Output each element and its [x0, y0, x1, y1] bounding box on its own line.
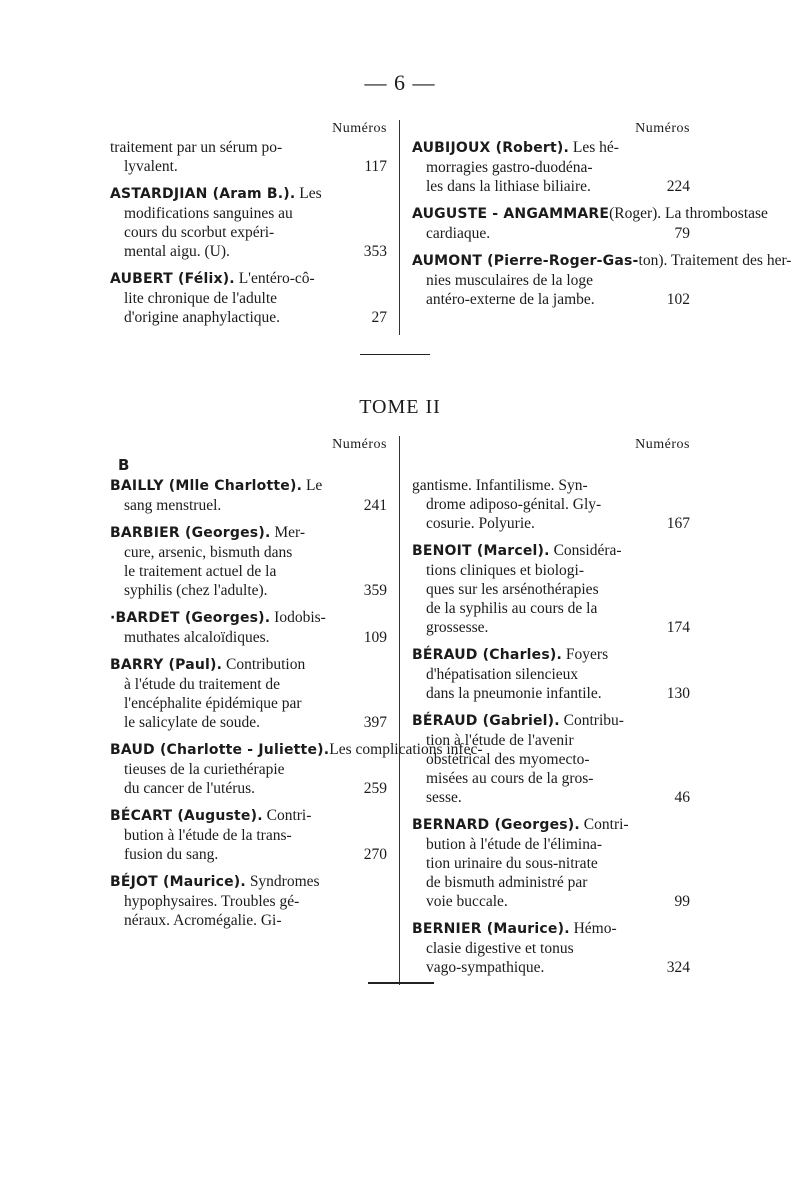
thesis-number — [684, 854, 690, 873]
end-rule — [368, 982, 434, 984]
entry-text: Contri- — [579, 816, 629, 833]
thesis-number — [684, 561, 690, 580]
thesis-number — [381, 911, 387, 930]
index-entry — [412, 815, 690, 911]
thesis-number: 130 — [666, 685, 690, 702]
entry-text: Iodobis- — [270, 609, 326, 626]
thesis-number: 79 — [674, 225, 690, 242]
entry-line — [110, 496, 387, 515]
entry-line — [412, 645, 690, 665]
entry-text: l'encéphalite épidémique par — [124, 695, 302, 712]
entry-line — [110, 242, 387, 261]
entry-line — [412, 750, 690, 769]
thesis-number — [381, 476, 387, 496]
entry-line — [412, 815, 690, 835]
author-name: ASTARDJIAN (Aram B.). — [110, 186, 296, 202]
entry-line — [412, 599, 690, 618]
thesis-number: 359 — [363, 582, 387, 599]
entry-text: misées au cours de la gros- — [426, 770, 594, 787]
index-entry — [110, 476, 387, 515]
index-entry — [412, 476, 690, 533]
entry-line — [110, 760, 387, 779]
entry-text: gantisme. Infantilisme. Syn- — [412, 477, 588, 494]
thesis-number — [684, 939, 690, 958]
thesis-number — [381, 892, 387, 911]
entry-text: L'entéro-cô- — [234, 270, 315, 287]
entry-line — [412, 939, 690, 958]
thesis-number — [381, 675, 387, 694]
entry-text: de la syphilis au cours de la — [426, 600, 598, 617]
entry-text: dans la pneumonie infantile. — [426, 685, 602, 702]
numeros-label: Numéros — [635, 437, 690, 452]
entry-text: Hémo- — [569, 920, 617, 937]
entry-line — [110, 740, 483, 760]
entry-line — [412, 204, 768, 224]
entry-line — [110, 562, 387, 581]
thesis-number — [381, 826, 387, 845]
index-section-tome-2 — [110, 436, 690, 985]
entry-text: traitement par un sérum po- — [110, 139, 283, 156]
entry-line — [412, 788, 690, 807]
entry-text: syphilis (chez l'adulte). — [124, 582, 268, 599]
thesis-number — [684, 158, 690, 177]
entry-text: drome adiposo-génital. Gly- — [426, 496, 602, 513]
thesis-number: 259 — [363, 780, 387, 797]
entry-line — [110, 713, 387, 732]
thesis-number — [684, 769, 690, 788]
entry-line — [110, 581, 387, 600]
index-entry — [110, 608, 387, 647]
entry-line — [110, 806, 387, 826]
thesis-number — [684, 665, 690, 684]
entry-text: Contri- — [262, 807, 312, 824]
author-name: BAUD (Charlotte - Juliette). — [110, 742, 330, 758]
entry-line — [110, 628, 387, 647]
author-name: AUBIJOUX (Robert). — [412, 140, 570, 156]
entry-line — [412, 711, 690, 731]
thesis-number — [684, 138, 690, 158]
numeros-label: Numéros — [332, 121, 387, 136]
entry-line — [110, 308, 387, 327]
index-entry — [412, 711, 690, 807]
thesis-number — [381, 806, 387, 826]
thesis-number — [381, 872, 387, 892]
entry-text: cosurie. Polyurie. — [426, 515, 535, 532]
thesis-number: 224 — [666, 178, 690, 195]
author-name: BÉRAUD (Gabriel). — [412, 713, 560, 729]
index-entry — [412, 138, 690, 196]
index-entry — [412, 919, 690, 977]
thesis-number — [684, 815, 690, 835]
entry-text: voie buccale. — [426, 893, 508, 910]
thesis-number — [684, 750, 690, 769]
entry-line — [412, 684, 690, 703]
entry-text: bution à l'étude de l'élimina- — [426, 836, 603, 853]
entry-line — [412, 873, 690, 892]
entry-text: obstétrical des myomecto- — [426, 751, 590, 768]
author-name: BERNIER (Maurice). — [412, 921, 570, 937]
entry-line — [412, 892, 690, 911]
index-column-left — [110, 120, 400, 335]
entry-line — [110, 204, 387, 223]
entry-text: Les hé- — [569, 139, 619, 156]
thesis-number — [684, 873, 690, 892]
author-name: BARBIER (Georges). — [110, 525, 271, 541]
thesis-number — [381, 223, 387, 242]
page-number: — 6 — — [364, 70, 436, 95]
entry-text: Syndromes — [245, 873, 320, 890]
entry-text: tieuses de la curiethérapie — [124, 761, 285, 778]
entry-line — [412, 290, 690, 309]
entry-text: cure, arsenic, bismuth dans — [124, 544, 293, 561]
index-entry — [412, 645, 690, 703]
entry-line — [110, 523, 387, 543]
entry-text: Considéra- — [549, 542, 622, 559]
thesis-number: 174 — [666, 619, 690, 636]
entry-line — [412, 854, 690, 873]
entry-text: ques sur les arsénothérapies — [426, 581, 599, 598]
thesis-number: 102 — [666, 291, 690, 308]
thesis-number: 46 — [674, 789, 690, 806]
author-name: BERNARD (Georges). — [412, 817, 580, 833]
entry-text: lyvalent. — [124, 158, 178, 175]
entry-line — [412, 251, 792, 271]
index-entry — [412, 204, 768, 243]
entry-text: (Roger). La thrombostase — [609, 205, 768, 222]
thesis-number — [381, 655, 387, 675]
entry-text: mental aigu. (U). — [124, 243, 230, 260]
thesis-number — [381, 289, 387, 308]
entry-text: morragies gastro-duodéna- — [426, 159, 593, 176]
thesis-number: 99 — [674, 893, 690, 910]
author-name: BÉRAUD (Charles). — [412, 647, 563, 663]
thesis-number — [381, 523, 387, 543]
entry-text: fusion du sang. — [124, 846, 219, 863]
thesis-number — [684, 645, 690, 665]
thesis-number: 117 — [364, 158, 387, 175]
entry-text: d'hépatisation silencieux — [426, 666, 579, 683]
entry-line — [110, 675, 387, 694]
entry-text: hypophysaires. Troubles gé- — [124, 893, 300, 910]
author-name: BARRY (Paul). — [110, 657, 223, 673]
entry-text: le salicylate de soude. — [124, 714, 261, 731]
entry-line — [412, 580, 690, 599]
entry-line — [110, 845, 387, 864]
entry-text: sesse. — [426, 789, 462, 806]
author-name: AUGUSTE - ANGAMMARE — [412, 206, 610, 222]
entry-line — [110, 826, 387, 845]
entry-line — [412, 514, 690, 533]
entry-line — [110, 269, 387, 289]
entry-line — [110, 655, 387, 675]
index-entry — [110, 138, 387, 176]
entry-line — [412, 769, 690, 788]
thesis-number — [684, 541, 690, 561]
thesis-number: 397 — [363, 714, 387, 731]
entry-text: le traitement actuel de la — [124, 563, 277, 580]
entry-text: modifications sanguines au — [124, 205, 293, 222]
entry-text: Les complications infec- — [329, 741, 483, 758]
entry-text: de bismuth administré par — [426, 874, 588, 891]
index-column-right — [400, 436, 690, 985]
thesis-number — [684, 495, 690, 514]
entry-line — [110, 694, 387, 713]
entry-text: grossesse. — [426, 619, 489, 636]
author-name: BÉJOT (Maurice). — [110, 874, 246, 890]
entry-line — [412, 476, 690, 495]
thesis-number — [684, 476, 690, 495]
thesis-number — [684, 599, 690, 618]
numeros-label: Numéros — [332, 437, 387, 452]
entry-text: cours du scorbut expéri- — [124, 224, 275, 241]
entry-line — [412, 958, 690, 977]
thesis-number — [381, 184, 387, 204]
entry-line — [412, 158, 690, 177]
entry-text: lite chronique de l'adulte — [124, 290, 278, 307]
thesis-number — [684, 711, 690, 731]
entry-text: Les — [295, 185, 322, 202]
index-entry — [110, 655, 387, 732]
index-entry — [110, 184, 387, 261]
index-entry — [412, 251, 792, 309]
thesis-number — [381, 543, 387, 562]
entry-line — [110, 476, 387, 496]
thesis-number: 167 — [666, 515, 690, 532]
entry-text: tion à l'étude de l'avenir — [426, 732, 574, 749]
entry-text: nies musculaires de la loge — [426, 272, 594, 289]
entry-text: Contribution — [222, 656, 306, 673]
entry-line — [412, 495, 690, 514]
entry-text: tion urinaire du sous-nitrate — [426, 855, 598, 872]
index-entry — [412, 541, 690, 637]
entry-text: antéro-externe de la jambe. — [426, 291, 595, 308]
thesis-number — [381, 269, 387, 289]
entry-line — [412, 835, 690, 854]
index-column-right — [400, 120, 792, 335]
index-entry — [110, 872, 387, 930]
entry-line — [110, 543, 387, 562]
tome-title: TOME II — [359, 396, 441, 418]
entry-line — [110, 892, 387, 911]
thesis-number — [791, 251, 797, 271]
entry-text: d'origine anaphylactique. — [124, 309, 281, 326]
thesis-number: 241 — [363, 497, 387, 514]
index-entry — [110, 523, 387, 600]
entry-text: sang menstruel. — [124, 497, 222, 514]
entry-text: vago-sympathique. — [426, 959, 545, 976]
entry-line — [110, 608, 387, 628]
entry-line — [412, 561, 690, 580]
entry-line — [110, 779, 387, 798]
index-entry — [110, 806, 387, 864]
section-divider — [360, 354, 430, 355]
entry-line — [110, 138, 387, 157]
entry-text: néraux. Acromégalie. Gi- — [124, 912, 282, 929]
entry-text: tions cliniques et biologi- — [426, 562, 584, 579]
entry-text: Le — [302, 477, 323, 494]
thesis-number — [381, 694, 387, 713]
entry-text: bution à l'étude de la trans- — [124, 827, 292, 844]
entry-line — [412, 731, 690, 750]
thesis-number — [381, 562, 387, 581]
entry-line — [412, 224, 690, 243]
author-name: BÉCART (Auguste). — [110, 808, 263, 824]
entry-text: Foyers — [562, 646, 609, 663]
thesis-number — [381, 760, 387, 779]
index-section-tome-1 — [110, 120, 792, 335]
author-name: AUBERT (Félix). — [110, 271, 235, 287]
entry-line — [412, 138, 690, 158]
thesis-number: 324 — [666, 959, 690, 976]
thesis-number: 353 — [363, 243, 387, 260]
entry-text: à l'étude du traitement de — [124, 676, 281, 693]
entry-line — [110, 223, 387, 242]
thesis-number — [684, 271, 690, 290]
entry-text: les dans la lithiase biliaire. — [426, 178, 591, 195]
entry-text: ton). Traitement des her- — [638, 252, 792, 269]
entry-line — [412, 541, 690, 561]
entry-line — [412, 665, 690, 684]
entry-line — [110, 872, 387, 892]
thesis-number: 270 — [363, 846, 387, 863]
author-name: BAILLY (Mlle Charlotte). — [110, 478, 303, 494]
entry-line — [412, 271, 690, 290]
thesis-number — [684, 835, 690, 854]
entry-line — [110, 184, 387, 204]
entry-text: muthates alcaloïdiques. — [124, 629, 270, 646]
thesis-number — [684, 919, 690, 939]
entry-text: Contribu- — [559, 712, 624, 729]
numeros-label: Numéros — [635, 121, 690, 136]
entry-line — [110, 157, 387, 176]
entry-line — [412, 919, 690, 939]
thesis-number — [768, 204, 774, 224]
thesis-number — [684, 580, 690, 599]
thesis-number — [381, 608, 387, 628]
author-name: AUMONT (Pierre-Roger-Gas- — [412, 253, 639, 269]
author-name: ·BARDET (Georges). — [110, 610, 271, 626]
letter-heading: B — [118, 456, 130, 474]
entry-line — [412, 177, 690, 196]
thesis-number — [381, 138, 387, 157]
entry-text: clasie digestive et tonus — [426, 940, 574, 957]
entry-line — [110, 911, 387, 930]
thesis-number — [381, 204, 387, 223]
entry-text: Mer- — [270, 524, 306, 541]
entry-line — [412, 618, 690, 637]
thesis-number: 27 — [371, 309, 387, 326]
author-name: BENOIT (Marcel). — [412, 543, 550, 559]
thesis-number — [684, 731, 690, 750]
index-entry — [110, 269, 387, 327]
entry-text: cardiaque. — [426, 225, 491, 242]
thesis-number: 109 — [363, 629, 387, 646]
entry-line — [110, 289, 387, 308]
entry-text: du cancer de l'utérus. — [124, 780, 256, 797]
